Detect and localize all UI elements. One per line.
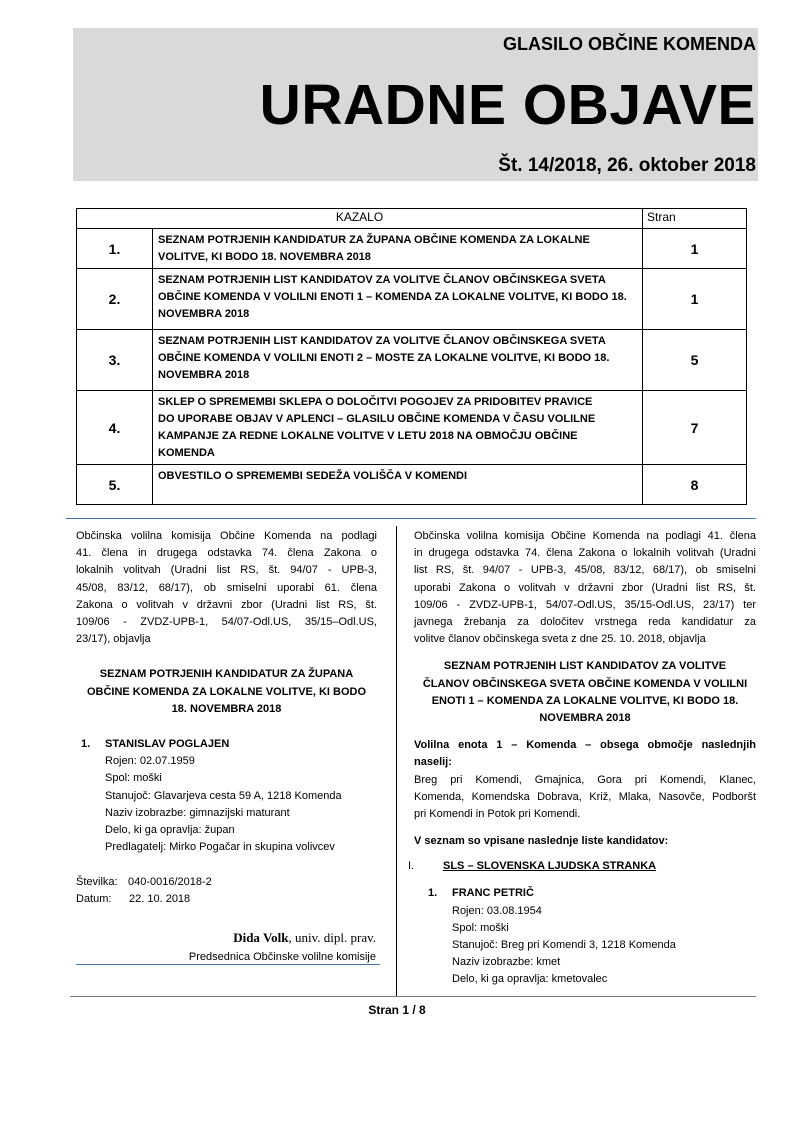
contents-row-line: SEZNAM POTRJENIH LIST KANDIDATOV ZA VOLITVE ČLANOV OBČINSKEGA SVETA bbox=[158, 335, 606, 347]
intro-line: volitve članov občinskega sveta z dne 25. 10. 2018, objavlja bbox=[414, 633, 706, 646]
intro-line: 41. člena in drugega odstavka 74. člena Zakona o bbox=[76, 547, 377, 560]
document-reference bbox=[76, 874, 377, 908]
contents-row[interactable] bbox=[77, 330, 747, 391]
contents-row-line: NOVEMBRA 2018 bbox=[158, 308, 250, 320]
unit-heading-line: Volilna enota 1 – Komenda – obsega območje naslednjih bbox=[414, 739, 756, 752]
signer-name: Dida Volk bbox=[233, 930, 289, 945]
candidate-detail: Stanujoč: Breg pri Komendi 3, 1218 Komenda bbox=[452, 939, 676, 952]
contents-row-number: 2. bbox=[77, 269, 153, 330]
contents-row-title[interactable] bbox=[153, 391, 643, 465]
reference-label: Številka: bbox=[76, 876, 118, 889]
candidate-name: FRANC PETRIČ bbox=[452, 887, 534, 900]
contents-row-line: OBČINE KOMENDA V VOLILNI ENOTI 2 – MOSTE ZA LOKALNE VOLITVE, KI BODO 18. bbox=[158, 352, 610, 364]
document-date: 22. 10. 2018 bbox=[129, 893, 191, 906]
right-intro bbox=[414, 528, 756, 648]
contents-row-line: OBČINE KOMENDA V VOLILNI ENOTI 1 – KOMENDA ZA LOKALNE VOLITVE, KI BODO 18. bbox=[158, 291, 627, 303]
left-section-heading bbox=[76, 666, 377, 718]
contents-row-title[interactable] bbox=[153, 229, 643, 269]
candidate-list-heading bbox=[408, 858, 756, 875]
left-column bbox=[76, 528, 377, 908]
contents-row[interactable] bbox=[77, 229, 747, 269]
page-column-header: Stran bbox=[643, 209, 747, 229]
column-divider bbox=[396, 526, 397, 996]
issue-number: Št. 14/2018, 26. oktober 2018 bbox=[498, 155, 756, 176]
contents-header-row bbox=[77, 209, 747, 229]
contents-row-line: KOMENDA bbox=[158, 447, 215, 459]
masthead bbox=[73, 28, 758, 181]
contents-row-title[interactable] bbox=[153, 269, 643, 330]
candidate-detail: Delo, ki ga opravlja: kmetovalec bbox=[452, 973, 608, 986]
contents-row-page: 1 bbox=[643, 229, 747, 269]
intro-line: lokalnih volitvah (Uradni list RS, št. 94/07 - UPB-3, bbox=[76, 564, 377, 577]
contents-row-line: SKLEP O SPREMEMBI SKLEPA O DOLOČITVI POGOJEV ZA PRIDOBITEV PRAVICE bbox=[158, 396, 593, 408]
candidate-detail: Predlagatelj: Mirko Pogačar in skupina volivcev bbox=[105, 841, 335, 854]
heading-line: SEZNAM POTRJENIH LIST KANDIDATOV ZA VOLITVE bbox=[443, 660, 727, 673]
candidate-name: STANISLAV POGLAJEN bbox=[105, 738, 230, 751]
heading-line: OBČINE KOMENDA ZA LOKALNE VOLITVE, KI BODO bbox=[86, 685, 367, 698]
candidate-detail: Delo, ki ga opravlja: župan bbox=[105, 824, 235, 837]
contents-row-page: 8 bbox=[643, 465, 747, 505]
left-intro bbox=[76, 528, 377, 648]
intro-line: list RS, št. 94/07 - UPB-3, 45/08, 83/12, 68/17), ob smiselni bbox=[414, 564, 756, 577]
settlements-line: Komenda, Komendska Dobrava, Križ, Mlaka, Nasovče, Podboršt bbox=[414, 790, 756, 803]
contents-row-number: 5. bbox=[77, 465, 153, 505]
publication-title: URADNE OBJAVE bbox=[259, 73, 756, 137]
page-number: Stran 1 / 8 bbox=[368, 1003, 426, 1017]
right-column bbox=[408, 528, 756, 989]
settlements-list bbox=[414, 772, 756, 824]
list-number: I. bbox=[408, 860, 415, 873]
contents-table bbox=[76, 208, 747, 505]
intro-line: 45/08, 83/12, 68/17), ob smiselni uporabi 61. člena bbox=[76, 581, 377, 594]
candidate-number: 1. bbox=[81, 738, 91, 751]
contents-row[interactable] bbox=[77, 465, 747, 505]
settlements-line: pri Komendi in Potok pri Komendi. bbox=[414, 808, 581, 821]
intro-line: Občinska volilna komisija Občine Komenda na podlagi 41. člena bbox=[414, 530, 756, 542]
signature-block bbox=[160, 929, 376, 965]
heading-line: SEZNAM POTRJENIH KANDIDATUR ZA ŽUPANA bbox=[99, 668, 354, 681]
heading-line: NOVEMBRA 2018 bbox=[539, 712, 631, 725]
section-divider bbox=[66, 518, 756, 519]
list-name: SLS – SLOVENSKA LJUDSKA STRANKA bbox=[443, 860, 657, 873]
contents-row[interactable] bbox=[77, 269, 747, 330]
contents-row-line: SEZNAM POTRJENIH LIST KANDIDATOV ZA VOLITVE ČLANOV OBČINSKEGA SVETA bbox=[158, 274, 606, 286]
settlements-line: Breg pri Komendi, Gmajnica, Gora pri Komendi, Klanec, bbox=[414, 773, 756, 786]
footer-divider bbox=[70, 996, 756, 997]
signature-underline bbox=[76, 964, 380, 965]
candidate-detail: Stanujoč: Glavarjeva cesta 59 A, 1218 Komenda bbox=[105, 789, 342, 802]
intro-line: javnega žrebanja za določitev vrstnega reda kandidatur za bbox=[414, 616, 756, 629]
date-label: Datum: bbox=[76, 893, 112, 906]
candidate-number: 1. bbox=[428, 887, 438, 900]
intro-line: 109/06 - ZVDZ-UPB-1, 54/07-Odl.US, 35/15-Odl.US, 23/17) ter bbox=[414, 598, 756, 611]
candidate-detail: Rojen: 02.07.1959 bbox=[105, 755, 195, 768]
lists-intro: V seznam so vpisane naslednje liste kandidatov: bbox=[414, 835, 669, 848]
mayor-candidate bbox=[76, 736, 377, 856]
signer-title: , univ. dipl. prav. bbox=[288, 930, 376, 945]
council-candidate bbox=[414, 885, 756, 988]
contents-row-line: OBVESTILO O SPREMEMBI SEDEŽA VOLIŠČA V KOMENDI bbox=[158, 470, 468, 482]
contents-row-page: 7 bbox=[643, 391, 747, 465]
candidate-detail: Naziv izobrazbe: kmet bbox=[452, 956, 561, 969]
intro-line: Zakona o volitvah v državni zbor (Uradni list RS, št. bbox=[76, 598, 377, 611]
contents-row-number: 1. bbox=[77, 229, 153, 269]
heading-line: 18. NOVEMBRA 2018 bbox=[171, 702, 282, 715]
candidate-detail: Rojen: 03.08.1954 bbox=[452, 904, 542, 917]
publisher-name: GLASILO OBČINE KOMENDA bbox=[502, 34, 756, 54]
contents-row-line: SEZNAM POTRJENIH KANDIDATUR ZA ŽUPANA OBČINE KOMENDA ZA LOKALNE bbox=[158, 234, 590, 246]
reference-number: 040-0016/2018-2 bbox=[128, 876, 212, 889]
intro-line: Občinska volilna komisija Občine Komenda na podlagi bbox=[76, 530, 377, 542]
candidate-detail: Spol: moški bbox=[452, 921, 509, 934]
contents-row-line: DO UPORABE OBJAV V APLENCI – GLASILU OBČINE KOMENDA V ČASU VOLILNE bbox=[158, 413, 596, 425]
electoral-unit-heading bbox=[414, 737, 756, 771]
heading-line: ČLANOV OBČINSKEGA SVETA OBČINE KOMENDA V VOLILNI bbox=[422, 677, 748, 690]
contents-title: KAZALO bbox=[77, 209, 643, 229]
intro-line: uporabi Zakona o volitvah v državni zbor (Uradni list RS, št. bbox=[414, 581, 756, 594]
contents-row-title[interactable] bbox=[153, 465, 643, 505]
right-section-heading bbox=[414, 658, 756, 727]
contents-row-line: KAMPANJE ZA REDNE LOKALNE VOLITVE V LETU 2018 NA OBMOČJU OBČINE bbox=[158, 430, 578, 442]
candidate-detail: Spol: moški bbox=[105, 772, 162, 785]
intro-line: 109/06 - ZVDZ-UPB-1, 54/07-Odl.US, 35/15–Odl.US, bbox=[76, 616, 377, 629]
contents-row-line: NOVEMBRA 2018 bbox=[158, 369, 250, 381]
candidate-detail: Naziv izobrazbe: gimnazijski maturant bbox=[105, 806, 290, 819]
contents-row[interactable] bbox=[77, 391, 747, 465]
contents-row-title[interactable] bbox=[153, 330, 643, 391]
signer-role: Predsednica Občinske volilne komisije bbox=[188, 951, 376, 963]
contents-row-number: 4. bbox=[77, 391, 153, 465]
contents-row-number: 3. bbox=[77, 330, 153, 391]
intro-line: in drugega odstavka 74. člena Zakona o lokalnih volitvah (Uradni bbox=[414, 547, 756, 560]
intro-line: 23/17), objavlja bbox=[76, 633, 151, 646]
contents-row-page: 5 bbox=[643, 330, 747, 391]
contents-row-page: 1 bbox=[643, 269, 747, 330]
contents-row-line: VOLITVE, KI BODO 18. NOVEMBRA 2018 bbox=[158, 251, 371, 263]
unit-heading-line: naselij: bbox=[414, 756, 452, 769]
heading-line: ENOTI 1 – KOMENDA ZA LOKALNE VOLITVE, KI BODO 18. bbox=[431, 694, 739, 707]
